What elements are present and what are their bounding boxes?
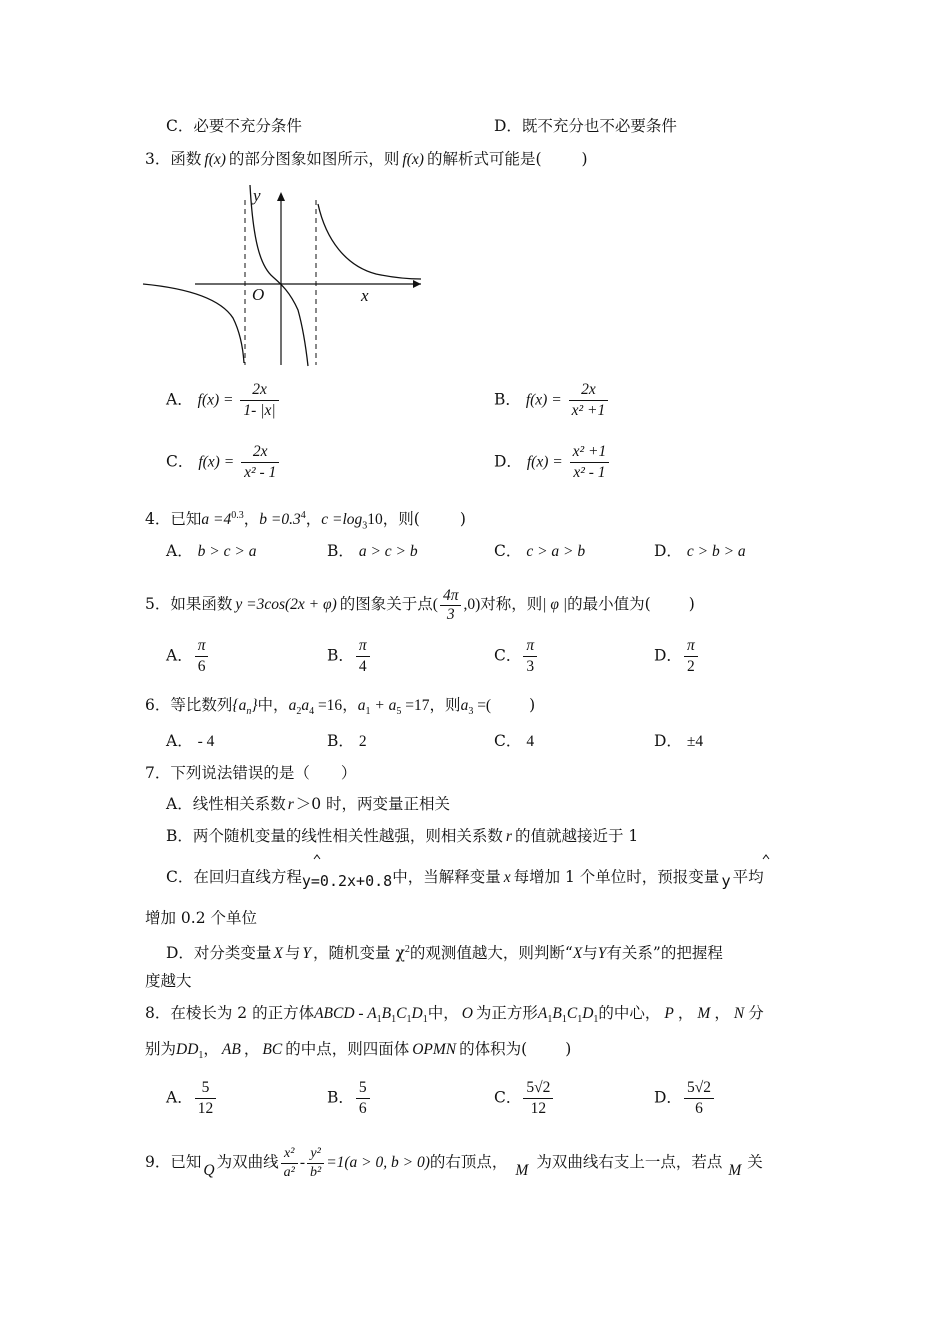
q8-option-d (654, 1078, 716, 1119)
q7-b-text-2: 的值就越接近于 1 (514, 827, 639, 845)
q8-text-4: 的中心， (598, 1004, 661, 1022)
q4-sep-2: ， (305, 510, 322, 529)
q8-line2-text-3: 的体积为( (459, 1040, 528, 1058)
q3-text-2: 的部分图象如图所示，则 (228, 150, 400, 168)
q8-line2-text-1: 别为 (145, 1040, 177, 1058)
q3-option-c-num: 2x (241, 442, 279, 463)
q7-d-text-5: 与 (582, 944, 598, 963)
q7-option-c (166, 866, 764, 889)
q3-option-c-label: C． (166, 452, 194, 471)
q5-point-den: 3 (446, 605, 455, 623)
q8-option-b (327, 1078, 372, 1119)
q8-stem-line2 (145, 1038, 571, 1067)
q3-option-d-den: x² - 1 (573, 464, 606, 481)
q3-option-b-den: x² +1 (571, 402, 606, 419)
q4-stem (145, 505, 466, 537)
q8-option-b-num: 5 (356, 1078, 370, 1099)
q3-number: 3． (145, 150, 171, 168)
q6-option-c-text: 4 (526, 733, 535, 750)
q3-option-c-fraction (241, 442, 279, 483)
q3-option-a-num: 2x (240, 380, 278, 401)
q8-cube-sub1: 1 (376, 1014, 382, 1026)
q7-option-b (166, 825, 638, 848)
q6-option-d (654, 730, 703, 753)
origin-label: O (252, 285, 265, 304)
q8-number: 8． (145, 1004, 171, 1022)
q4-number: 4． (145, 510, 171, 529)
q4-option-b (327, 540, 418, 563)
q9-text-1: 已知 (170, 1153, 202, 1171)
hat-mark-1 (312, 852, 322, 860)
q9-q: Q (203, 1162, 215, 1179)
q8-option-a-num: 5 (195, 1078, 217, 1099)
q7-c-text-3: 每增加 1 个单位时，预报变量 (513, 868, 720, 886)
q6-text-5: ) (529, 696, 536, 714)
q8-stem-line1 (145, 1002, 764, 1031)
q9-m: M (515, 1162, 529, 1179)
q3-option-a-label: A． (166, 390, 193, 409)
q9-condition: =1(a > 0, b > 0) (326, 1154, 430, 1171)
q3-option-a-lhs: f(x) = (197, 391, 234, 409)
q6-seq-close: } (251, 697, 258, 714)
q3-option-d-lhs: f(x) = (526, 453, 563, 471)
q5-number: 5． (145, 595, 171, 613)
x-axis-arrow (413, 280, 421, 288)
q6-a3-sub: 3 (468, 706, 474, 718)
q5-option-a-den: 6 (197, 658, 206, 675)
q8-option-a-den: 12 (197, 1100, 214, 1117)
q7-d-text-4: 的观测值越大，则判断“ (409, 944, 573, 963)
q7-d-y: Y (302, 945, 312, 963)
q3-fx-1: f(x) (204, 151, 226, 168)
q4-a-exponent: 0.3 (231, 510, 244, 521)
q7-a-text-1: A．线性相关系数 (166, 795, 286, 813)
q8-p: P (664, 1005, 674, 1022)
q8-sq-b: B (552, 1005, 562, 1022)
q3-fx-2: f(x) (402, 151, 424, 168)
q8-sq-sub4: 1 (593, 1014, 599, 1026)
q5-option-b-label: B． (327, 646, 354, 665)
q6-stem (145, 694, 535, 723)
hat-mark-2 (761, 852, 771, 860)
q5-option-a-fraction (195, 636, 209, 677)
q8-option-c-num: 5√2 (523, 1078, 553, 1099)
q5-option-b (327, 636, 372, 677)
q3-option-a-fraction (240, 380, 278, 421)
q8-opmn: OPMN (412, 1041, 457, 1058)
q9-fraction-y (307, 1145, 324, 1182)
q4-text-2: ，则( (382, 510, 420, 529)
q4-option-c (494, 540, 585, 563)
q8-option-d-fraction (684, 1078, 714, 1119)
q6-sep: ， (342, 696, 358, 714)
q8-option-c-label: C． (494, 1088, 522, 1107)
q6-option-c-label: C． (494, 732, 522, 750)
q3-function-graph (140, 180, 430, 370)
q8-option-a-label: A． (166, 1088, 193, 1107)
q4-option-c-text: c > a > b (526, 543, 586, 560)
q8-text-5: 分 (748, 1004, 764, 1022)
q6-seq-sub: n (246, 706, 252, 718)
q7-d-y2: Y (597, 945, 607, 963)
q4-option-c-label: C． (494, 542, 522, 560)
q8-text-3: 为正方形 (475, 1004, 538, 1022)
q3-option-a-den: 1- |x| (243, 402, 276, 419)
q3-option-b-fraction (569, 380, 609, 421)
q5-option-c-label: C． (494, 646, 522, 665)
q5-option-c-fraction (523, 636, 537, 677)
q6-option-c (494, 730, 534, 753)
q3-option-b-label: B． (494, 390, 521, 409)
q7-c-text-2: 中，当解释变量 (392, 868, 501, 886)
q8-text-1: 在棱长为 2 的正方体 (170, 1004, 315, 1022)
q7-b-text-1: B．两个随机变量的线性相关性越强，则相关系数 (166, 827, 503, 845)
q6-option-a (166, 730, 214, 753)
q8-cube-c: C (396, 1005, 407, 1022)
q4-option-a-label: A． (166, 542, 193, 560)
q6-e2-a: a (357, 697, 366, 714)
q8-cube-d: D (411, 1005, 423, 1022)
q4-c-expr: c =log (321, 511, 363, 529)
q8-option-a-fraction (195, 1078, 217, 1119)
q5-option-d (654, 636, 700, 677)
q8-o: O (461, 1005, 473, 1022)
q6-text-3: ，则 (429, 696, 461, 714)
q7-c-y: y (721, 872, 731, 890)
q5-text-4: 的最小值为( (567, 595, 651, 613)
q5-text-3: 对称，则 (480, 595, 543, 613)
q6-e2-sub1: 1 (365, 706, 371, 718)
q8-sq-d: D (582, 1005, 594, 1022)
q6-e1-value: =16 (314, 697, 343, 714)
q3-text-3: 的解析式可能是( (426, 150, 542, 168)
q7-stem: 7．下列说法错误的是（ ） (145, 764, 357, 782)
q7-d-text-3: ，随机变量 χ (313, 944, 405, 963)
q6-e2-value: =17 (401, 697, 430, 714)
q4-option-b-text: a > c > b (358, 543, 418, 560)
q4-option-a-text: b > c > a (197, 543, 257, 560)
q8-cube-sub2: 1 (391, 1014, 397, 1026)
q6-text-1: 等比数列 (170, 696, 233, 714)
q6-option-a-text: - 4 (197, 733, 215, 750)
q5-point-open: ( (432, 596, 438, 613)
q8-cube-b: B (381, 1005, 392, 1022)
curve-right-branch (318, 204, 421, 279)
q5-point-close: ,0) (463, 596, 481, 613)
q8-option-d-label: D． (654, 1088, 682, 1107)
q8-option-c-fraction (523, 1078, 553, 1119)
q8-text-2: 中， (427, 1004, 459, 1022)
q9-text-2: 为双曲线 (216, 1153, 279, 1171)
q7-option-d (166, 939, 723, 965)
q6-text-4: =( (473, 697, 492, 714)
q7-c-equation: y=0.2x+0.8 (301, 872, 393, 890)
q4-option-d-label: D． (654, 542, 682, 560)
q4-option-d (654, 540, 746, 563)
q6-e1-a: a (288, 697, 297, 714)
q8-option-a (166, 1078, 218, 1119)
q7-d-text-2: 与 (284, 944, 301, 963)
q3-option-a (166, 380, 281, 421)
q5-stem (145, 582, 695, 627)
q9-minus: - (299, 1154, 305, 1171)
q6-option-b-label: B． (327, 732, 354, 750)
q8-option-b-fraction (356, 1078, 370, 1119)
q4-a-expr: a =4 (201, 511, 232, 529)
q6-option-d-label: D． (654, 732, 682, 750)
q7-d-text-6: 有关系”的把握程 (606, 944, 723, 963)
q4-option-d-text: c > b > a (686, 543, 746, 560)
q5-option-d-num: π (684, 636, 698, 657)
q3-text-1: 函数 (170, 150, 202, 168)
q8-comma-2: ， (714, 1004, 730, 1022)
q8-m: M (697, 1005, 711, 1022)
q9-y2: y² (307, 1145, 324, 1164)
q5-option-d-label: D． (654, 646, 682, 665)
q4-c-arg: 10 (367, 511, 383, 529)
q5-text-5: ) (688, 595, 695, 613)
q8-dd-sub: 1 (198, 1050, 204, 1062)
q9-text-4: 为双曲线右支上一点，若点 (536, 1153, 723, 1171)
q8-option-c (494, 1078, 555, 1119)
q2-option-c: C．必要不充分条件 (166, 117, 302, 135)
q6-seq: {a (232, 697, 247, 714)
q5-text-1: 如果函数 (170, 595, 233, 613)
q4-b-exponent: 4 (300, 510, 306, 521)
q3-option-d (494, 442, 611, 483)
q7-c-text-1: C．在回归直线方程 (166, 868, 302, 886)
q6-e2-b: + a (370, 697, 397, 714)
q5-point-fraction (440, 587, 462, 624)
q7-option-d-line2: 度越大 (145, 972, 192, 990)
q3-stem (145, 148, 588, 171)
q5-option-a-num: π (195, 636, 209, 657)
q9-m2: M (728, 1162, 742, 1179)
q6-a3: a (460, 697, 469, 714)
y-axis-arrow (277, 192, 285, 201)
q4-c-base: 3 (362, 520, 368, 532)
q8-cube: ABCD - A (314, 1005, 377, 1022)
q3-option-c-den: x² - 1 (244, 464, 277, 481)
q3-option-d-label: D． (494, 452, 522, 471)
q8-sq-a: A (537, 1005, 548, 1022)
q3-option-d-fraction (570, 442, 610, 483)
q5-option-d-fraction (684, 636, 698, 677)
q2-option-d: D．既不充分也不必要条件 (494, 117, 677, 135)
q7-d-x: X (273, 945, 283, 963)
q7-d-text-1: D．对分类变量 (166, 944, 272, 963)
q8-option-b-den: 6 (358, 1100, 367, 1117)
q8-sq-sub1: 1 (547, 1014, 553, 1026)
q9-b2: b² (309, 1164, 322, 1180)
q3-option-c (166, 442, 281, 483)
q3-option-c-lhs: f(x) = (198, 453, 235, 471)
q7-c-text-4: 平均 (732, 868, 764, 886)
y-axis-label: y (253, 186, 261, 205)
q3-text-4: ) (581, 150, 588, 168)
q6-option-b (327, 730, 367, 753)
q4-text-3: ) (459, 510, 466, 529)
q7-b-r: r (505, 828, 512, 845)
q5-option-d-den: 2 (686, 658, 695, 675)
q7-a-text-2: ＞0 时，两变量正相关 (295, 795, 451, 813)
q6-option-d-text: ±4 (686, 733, 704, 750)
q9-fraction-x (281, 1145, 298, 1182)
q8-option-b-label: B． (327, 1088, 354, 1107)
q5-option-b-num: π (356, 636, 370, 657)
q5-option-a-label: A． (166, 646, 193, 665)
q8-sq-sub3: 1 (577, 1014, 583, 1026)
q7-option-a (166, 793, 450, 816)
q8-line2-text-4: ) (565, 1040, 572, 1058)
q6-option-b-text: 2 (358, 733, 367, 750)
q5-option-c (494, 636, 539, 677)
q5-point-num: 4π (440, 587, 462, 606)
curve-middle-branch (250, 185, 308, 366)
q6-e1-sub1: 2 (296, 706, 302, 718)
q8-n: N (733, 1005, 745, 1022)
q8-sq-sub2: 1 (561, 1014, 567, 1026)
q6-e2-sub2: 5 (396, 706, 402, 718)
q5-option-a (166, 636, 210, 677)
q5-option-c-num: π (523, 636, 537, 657)
q6-e1-b: a (301, 697, 310, 714)
q8-ab: AB (221, 1041, 241, 1058)
q5-option-c-den: 3 (526, 658, 535, 675)
q8-dd: DD (176, 1041, 199, 1058)
q9-number: 9． (145, 1153, 171, 1171)
q7-d-x2: X (572, 945, 583, 963)
curve-left-branch (143, 284, 244, 363)
q8-option-d-den: 6 (695, 1100, 703, 1117)
q7-d-square: 2 (404, 944, 410, 955)
q8-cube-sub3: 1 (406, 1014, 412, 1026)
q5-option-b-den: 4 (358, 658, 367, 675)
q8-comma-1: ， (677, 1004, 694, 1022)
q9-stem (145, 1140, 763, 1185)
q9-x2: x² (281, 1145, 298, 1164)
q8-sq-c: C (566, 1005, 578, 1022)
q3-option-b (494, 380, 610, 421)
q6-number: 6． (145, 696, 171, 714)
q8-option-d-num: 5√2 (684, 1078, 714, 1099)
q3-option-d-num: x² +1 (570, 442, 610, 463)
q9-a2: a² (283, 1164, 295, 1180)
q5-text-2: 的图象关于点 (339, 595, 433, 613)
q8-option-c-den: 12 (530, 1100, 547, 1117)
x-axis-label: x (361, 286, 369, 305)
q7-option-c-line2: 增加 0.2 个单位 (145, 909, 258, 927)
q9-text-3: 的右顶点， (429, 1153, 508, 1171)
q6-e1-sub2: 4 (309, 706, 315, 718)
q5-abs-phi: | φ | (542, 596, 568, 613)
q8-line2-comma-1: ， (203, 1040, 219, 1058)
q6-option-a-label: A． (166, 732, 193, 750)
q3-option-b-lhs: f(x) = (525, 391, 562, 409)
q8-line2-comma-2: ， (243, 1040, 260, 1058)
q4-b-expr: b =0.3 (259, 511, 301, 529)
q3-option-b-num: 2x (569, 380, 609, 401)
q4-option-b-label: B． (327, 542, 354, 560)
q8-cube-sub4: 1 (422, 1014, 428, 1026)
q4-option-a (166, 540, 256, 563)
q5-option-b-fraction (356, 636, 370, 677)
q7-a-r: r (287, 796, 294, 813)
q9-text-5: 关 (747, 1153, 763, 1171)
q8-line2-text-2: 的中点，则四面体 (285, 1040, 410, 1058)
q4-sep-1: ， (243, 510, 260, 529)
q4-text-1: 已知 (170, 510, 202, 529)
q7-c-x: x (503, 869, 511, 886)
q6-text-2: 中， (257, 696, 289, 714)
q8-bc: BC (262, 1041, 283, 1058)
q5-function: y =3cos(2x + φ) (235, 596, 337, 613)
